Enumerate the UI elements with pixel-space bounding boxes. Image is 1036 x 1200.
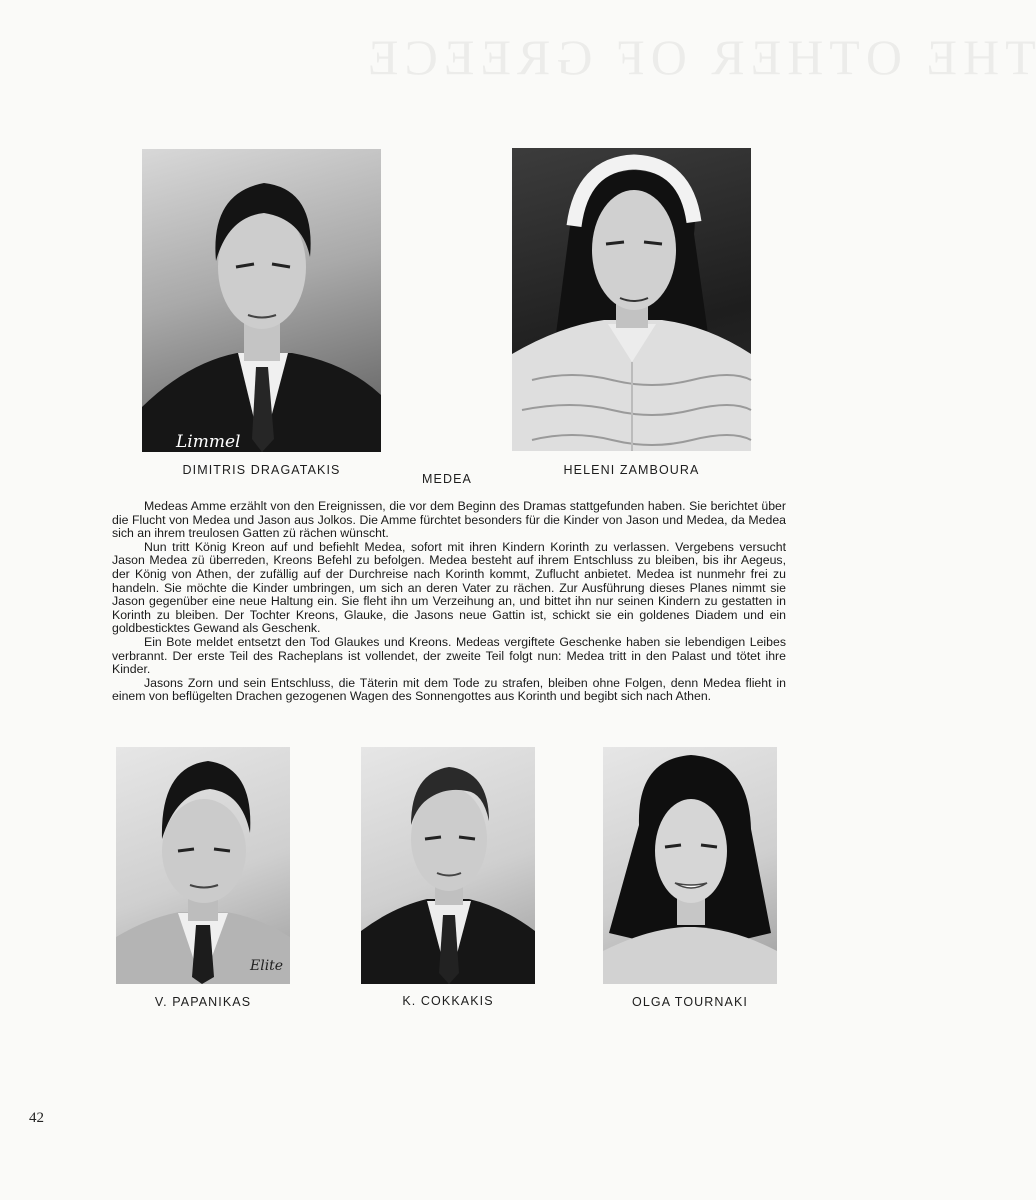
portrait-olga-tournaki	[603, 747, 777, 984]
synopsis-text	[112, 500, 786, 704]
portrait-heleni-zamboura	[512, 148, 751, 451]
paragraph: Jasons Zorn und sein Entschluss, die Täterin mit dem Tode zu strafen, bleiben ohne Folgen, denn Medea flieht in einem von beflügelten Drachen gezogenen Wagen des Sonnengottes aus Korinth und begibt sich nach Athen.	[112, 675, 786, 704]
caption-k-cokkakis: K. COKKAKIS	[402, 994, 494, 1008]
signature: Limmel	[176, 432, 241, 452]
paragraph: Ein Bote meldet entsetzt den Tod Glaukes und Kreons. Medeas vergiftete Geschenke haben sie lebendigen Leibes verbrannt. Der erste Teil des Racheplans ist vollendet, der zweite Teil folgt nun: Medea tritt in den Palast und tötet ihre Kinder.	[112, 634, 786, 677]
bleed-through-text: THE OTHER OF GREECE	[362, 29, 1036, 85]
portrait-v-papanikas	[116, 747, 290, 984]
caption-heleni-zamboura: HELENI ZAMBOURA	[563, 463, 700, 477]
portrait-dimitris-dragatakis	[142, 149, 381, 452]
portrait-k-cokkakis	[361, 747, 535, 984]
signature: Elite	[250, 958, 284, 974]
section-title: MEDEA	[422, 472, 472, 486]
caption-olga-tournaki: OLGA TOURNAKI	[632, 995, 748, 1009]
page-number: 42	[29, 1110, 44, 1126]
paragraph: Medeas Amme erzählt von den Ereignissen, die vor dem Beginn des Dramas stattgefunden haben. Sie berichtet über die Flucht von Medea und Jason aus Jolkos. Die Amme fürchtet besonders für die Kinder von Jason und Medea, da Medea sich an ihrem treulosen Gatten zü rächen wünscht.	[112, 499, 786, 541]
caption-v-papanikas: V. PAPANIKAS	[154, 995, 252, 1009]
paragraph: Nun tritt König Kreon auf und befiehlt Medea, sofort mit ihren Kindern Korinth zu verlassen. Vergebens versucht Jason Medea zü überreden, Kreons Befehl zu befolgen. Medea besteht auf ihrem Entschluss zu bleiben, bis ihr Aegeus, der König von Athen, der zufällig auf der Durchreise nach Korinth kommt, Zuflucht anbietet. Medea ist nunmehr frei zu handeln. Sie möchte die Kinder umbringen, um sich an deren Vater zu rächen. Zur Ausführung dieses Planes nimmt sie Jason gegenüber eine neue Haltung ein. Sie fleht ihn um Verzeihung an, und bittet ihn nur seinen Kindern zu gestatten in Korinth zu bleiben. Der Tochter Kreons, Glauke, die Jasons neue Gattin ist, schickt sie ein goldenes Diadem und ein goldbesticktes Gewand als Geschenk.	[112, 539, 786, 636]
caption-dimitris-dragatakis: DIMITRIS DRAGATAKIS	[182, 463, 341, 477]
